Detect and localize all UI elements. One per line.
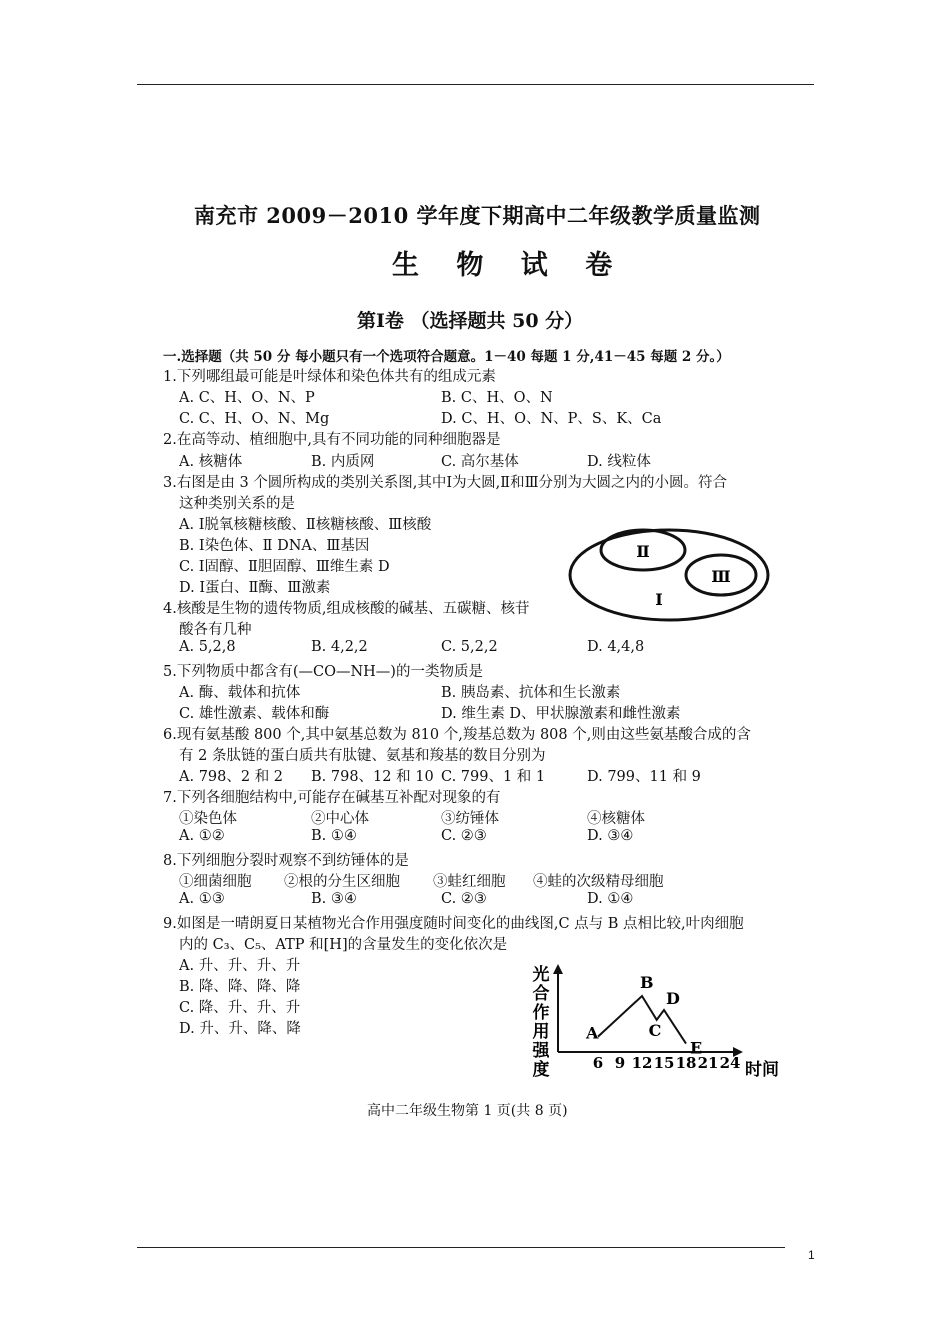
x-tick-label: 24 bbox=[719, 1054, 741, 1072]
venn-label-II: Ⅱ bbox=[636, 542, 650, 561]
q9-option-b: B. 降、降、降、降 bbox=[179, 979, 301, 995]
x-tick-label: 6 bbox=[592, 1054, 604, 1072]
q5-option-d: D. 维生素 D、甲状腺激素和雌性激素 bbox=[441, 706, 681, 722]
x-tick-label: 9 bbox=[614, 1054, 626, 1072]
section-heading: 第Ⅰ卷 （选择题共 50 分） bbox=[357, 310, 584, 332]
q8-stem: 8.下列细胞分裂时观察不到纺锤体的是 bbox=[163, 853, 409, 869]
q5-stem: 5.下列物质中都含有(—CO—NH—)的一类物质是 bbox=[163, 664, 483, 680]
point-label-D: D bbox=[666, 989, 680, 1008]
q6-stem-line1: 6.现有氨基酸 800 个,其中氨基总数为 810 个,羧基总数为 808 个,则由这些氨基酸合成的含 bbox=[163, 727, 751, 743]
q7-item-1: ①染色体 bbox=[179, 811, 237, 827]
q7-item-3: ③纺锤体 bbox=[441, 811, 499, 827]
q3-option-c: C. Ⅰ固醇、Ⅱ胆固醇、Ⅲ维生素 D bbox=[179, 559, 390, 575]
q9-option-d: D. 升、升、降、降 bbox=[179, 1021, 301, 1037]
q2-option-a: A. 核糖体 bbox=[179, 454, 243, 470]
x-tick-label: 18 bbox=[675, 1054, 697, 1072]
q8-option-c: C. ②③ bbox=[441, 891, 487, 907]
venn-circle-I bbox=[570, 530, 768, 620]
y-axis-label-char: 作 bbox=[532, 1003, 550, 1023]
y-axis-label-char: 度 bbox=[532, 1060, 550, 1080]
q1-stem: 1.下列哪组最可能是叶绿体和染色体共有的组成元素 bbox=[163, 369, 496, 385]
venn-label-I: Ⅰ bbox=[655, 590, 663, 609]
q5-option-c: C. 雄性激素、载体和酶 bbox=[179, 706, 330, 722]
q7-option-d: D. ③④ bbox=[587, 828, 634, 844]
instructions: 一.选择题（共 50 分 每小题只有一个选项符合题意。1－40 每题 1 分,41－45 每题 2 分。） bbox=[163, 349, 730, 365]
q8-item-4: ④蛙的次级精母细胞 bbox=[533, 874, 664, 890]
q2-option-c: C. 高尔基体 bbox=[441, 454, 519, 470]
q1-option-d: D. C、H、O、N、P、S、K、Ca bbox=[441, 411, 662, 427]
point-label-E: E bbox=[690, 1038, 703, 1058]
q7-stem: 7.下列各细胞结构中,可能存在碱基互补配对现象的有 bbox=[163, 790, 501, 806]
q8-item-3: ③蛙红细胞 bbox=[433, 874, 506, 890]
q2-option-b: B. 内质网 bbox=[311, 454, 375, 470]
venn-diagram bbox=[567, 525, 777, 625]
y-axis-arrow bbox=[553, 964, 563, 974]
q3-stem-line2: 这种类别关系的是 bbox=[179, 496, 295, 512]
photosynthesis-chart bbox=[525, 962, 795, 1082]
q4-stem-line2: 酸各有几种 bbox=[179, 622, 252, 638]
q2-option-d: D. 线粒体 bbox=[587, 454, 651, 470]
q9-stem-line2: 内的 C₃、C₅、ATP 和[H]的含量发生的变化依次是 bbox=[179, 937, 508, 953]
exam-title: 南充市 2009－2010 学年度下期高中二年级教学质量监测 bbox=[194, 203, 761, 228]
q6-option-c: C. 799、1 和 1 bbox=[441, 769, 546, 785]
q3-stem-line1: 3.右图是由 3 个圆所构成的类别关系图,其中Ⅰ为大圆,Ⅱ和Ⅲ分别为大圆之内的小圆。符合 bbox=[163, 475, 728, 491]
q4-stem-line1: 4.核酸是生物的遗传物质,组成核酸的碱基、五碳糖、核苷 bbox=[163, 601, 530, 617]
point-label-B: B bbox=[640, 973, 654, 992]
q5-option-b: B. 胰岛素、抗体和生长激素 bbox=[441, 685, 621, 701]
x-tick-label: 12 bbox=[631, 1054, 653, 1072]
q6-option-b: B. 798、12 和 10 bbox=[311, 769, 434, 785]
q8-item-1: ①细菌细胞 bbox=[179, 874, 252, 890]
q8-option-b: B. ③④ bbox=[311, 891, 357, 907]
bottom-rule bbox=[137, 1247, 785, 1248]
y-axis-label-char: 合 bbox=[532, 984, 550, 1004]
q3-option-d: D. Ⅰ蛋白、Ⅱ酶、Ⅲ激素 bbox=[179, 580, 331, 596]
q2-stem: 2.在高等动、植细胞中,具有不同功能的同种细胞器是 bbox=[163, 432, 501, 448]
y-axis-label bbox=[532, 964, 551, 1080]
q5-option-a: A. 酶、载体和抗体 bbox=[179, 685, 301, 701]
q4-option-b: B. 4,2,2 bbox=[311, 639, 368, 655]
top-rule bbox=[137, 84, 814, 85]
q7-item-4: ④核糖体 bbox=[587, 811, 645, 827]
q7-option-b: B. ①④ bbox=[311, 828, 357, 844]
q1-option-b: B. C、H、O、N bbox=[441, 390, 553, 406]
point-label-C: C bbox=[648, 1020, 662, 1040]
q6-option-a: A. 798、2 和 2 bbox=[179, 769, 284, 785]
q4-option-a: A. 5,2,8 bbox=[179, 639, 236, 655]
exam-subtitle: 生 物 试 卷 bbox=[392, 250, 627, 281]
q9-option-c: C. 降、升、升、升 bbox=[179, 1000, 301, 1016]
q6-stem-line2: 有 2 条肽链的蛋白质共有肽键、氨基和羧基的数目分别为 bbox=[179, 748, 546, 764]
q3-option-b: B. Ⅰ染色体、Ⅱ DNA、Ⅲ基因 bbox=[179, 538, 370, 554]
x-axis-label: 时间 bbox=[745, 1060, 779, 1080]
point-label-A: A bbox=[586, 1023, 599, 1043]
q7-option-c: C. ②③ bbox=[441, 828, 487, 844]
q6-option-d: D. 799、11 和 9 bbox=[587, 769, 701, 785]
q1-option-c: C. C、H、O、N、Mg bbox=[179, 411, 330, 427]
x-tick-label: 15 bbox=[653, 1054, 675, 1072]
q8-option-a: A. ①③ bbox=[179, 891, 225, 907]
q1-option-a: A. C、H、O、N、P bbox=[179, 390, 315, 406]
q7-item-2: ②中心体 bbox=[311, 811, 369, 827]
y-axis-label-char: 强 bbox=[532, 1041, 550, 1061]
page-number: 1 bbox=[808, 1248, 815, 1262]
y-axis-label-char: 用 bbox=[532, 1022, 550, 1042]
x-tick-label: 21 bbox=[697, 1054, 719, 1072]
y-axis-label-char: 光 bbox=[532, 965, 550, 985]
q9-option-a: A. 升、升、升、升 bbox=[179, 958, 301, 974]
venn-label-III: Ⅲ bbox=[711, 567, 731, 586]
q8-item-2: ②根的分生区细胞 bbox=[284, 874, 400, 890]
q9-stem-line1: 9.如图是一晴朗夏日某植物光合作用强度随时间变化的曲线图,C 点与 B 点相比较,叶肉细胞 bbox=[163, 916, 744, 932]
q4-option-d: D. 4,4,8 bbox=[587, 639, 645, 655]
q8-option-d: D. ①④ bbox=[587, 891, 634, 907]
q7-option-a: A. ①② bbox=[179, 828, 225, 844]
q3-option-a: A. Ⅰ脱氧核糖核酸、Ⅱ核糖核酸、Ⅲ核酸 bbox=[179, 517, 432, 533]
q4-option-c: C. 5,2,2 bbox=[441, 639, 498, 655]
page-footer: 高中二年级生物第 1 页(共 8 页) bbox=[367, 1103, 568, 1119]
